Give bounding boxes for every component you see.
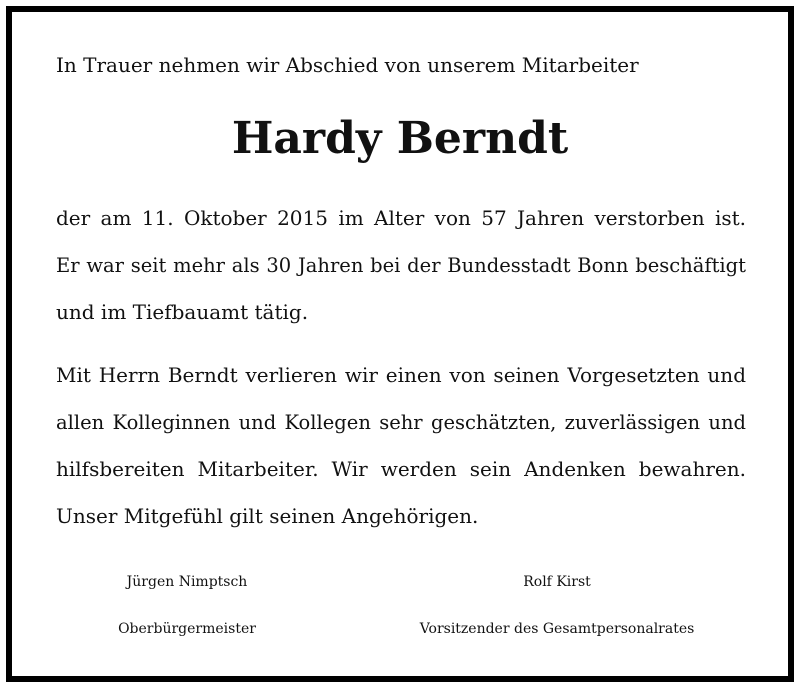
signatory-name: Rolf Kirst bbox=[523, 574, 591, 590]
paragraph-line: allen Kolleginnen und Kollegen sehr geschätzten, zuverlässigen und bbox=[56, 411, 746, 434]
paragraph-tribute bbox=[56, 352, 746, 540]
paragraph-line: Unser Mitgefühl gilt seinen Angehörigen. bbox=[56, 504, 479, 528]
deceased-name: Hardy Berndt bbox=[231, 113, 569, 164]
signatory-council-chair bbox=[362, 569, 752, 642]
paragraph-line: Er war seit mehr als 30 Jahren bei der Bundesstadt Bonn beschäftigt bbox=[56, 254, 746, 277]
paragraph-line: und im Tiefbauamt tätig. bbox=[56, 300, 309, 324]
paragraph-line: Mit Herrn Berndt verlieren wir einen von seinen Vorgesetzten und bbox=[56, 363, 746, 387]
signatory-title: Vorsitzender des Gesamtpersonalrates bbox=[419, 621, 695, 637]
signatory-mayor bbox=[72, 569, 302, 642]
paragraph-line: hilfsbereiten Mitarbeiter. Wir werden sein Andenken bewahren. bbox=[56, 457, 746, 481]
signatory-title: Oberbürgermeister bbox=[118, 621, 256, 637]
signatory-name: Jürgen Nimptsch bbox=[126, 574, 248, 590]
paragraph-biography bbox=[56, 195, 746, 336]
paragraph-line: der am 11. Oktober 2015 im Alter von 57 Jahren verstorben ist. bbox=[56, 206, 746, 230]
obituary-notice bbox=[6, 6, 794, 682]
intro-text: In Trauer nehmen wir Abschied von unserem Mitarbeiter bbox=[56, 53, 639, 77]
